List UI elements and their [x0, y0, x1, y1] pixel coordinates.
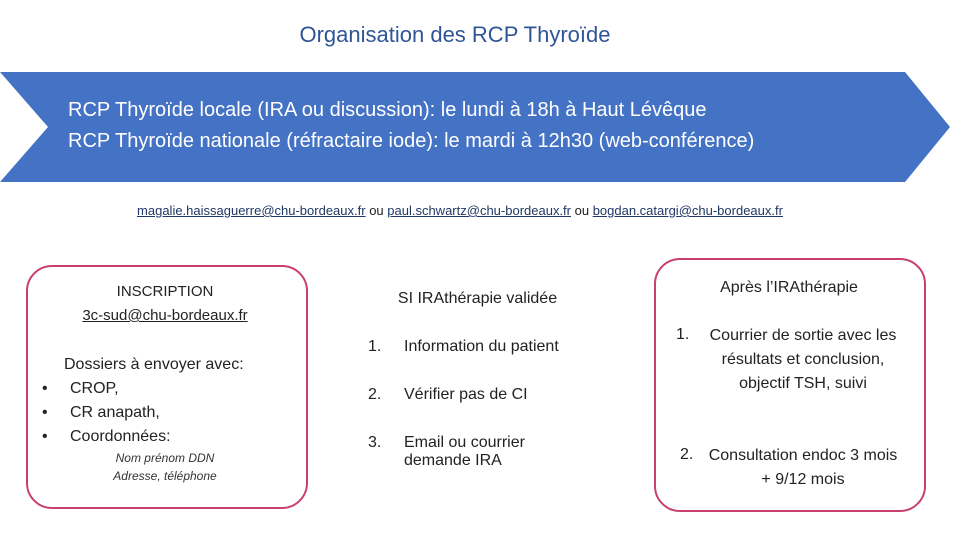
bullet: •	[42, 380, 48, 397]
banner-arrow-shape	[0, 72, 960, 182]
bullet: •	[42, 404, 48, 421]
apres-item-text: Courrier de sortie avec les résultats et conclusion, objectif TSH, suivi	[709, 327, 897, 392]
separator: ou	[571, 203, 593, 218]
item-number: 2.	[368, 386, 382, 403]
dossier-item-label: CROP,	[70, 380, 119, 397]
item-text: Email ou courrier demande IRA	[404, 434, 525, 469]
bullet: •	[42, 428, 48, 445]
item-number: 1.	[368, 338, 382, 355]
item-text: Information du patient	[404, 338, 559, 355]
item-number: 1.	[676, 326, 690, 343]
dossier-item	[42, 428, 171, 446]
item-text: Vérifier pas de CI	[404, 386, 528, 403]
email-link-schwartz[interactable]: paul.schwartz@chu-bordeaux.fr	[387, 203, 571, 218]
apres-title: Après l’IRAthérapie	[720, 279, 858, 296]
dossier-item-label: Coordonnées:	[70, 428, 171, 445]
dossiers-label: Dossiers à envoyer avec:	[64, 356, 244, 373]
inscription-title: INSCRIPTION	[116, 283, 214, 300]
item-number: 2.	[680, 446, 694, 463]
slide-title: Organisation des RCP Thyroïde	[299, 22, 611, 47]
email-link-haissaguerre[interactable]: magalie.haissaguerre@chu-bordeaux.fr	[137, 203, 366, 218]
apres-item-text: Consultation endoc 3 mois + 9/12 mois	[708, 447, 898, 488]
dossier-item	[42, 380, 119, 398]
email-link-catargi[interactable]: bogdan.catargi@chu-bordeaux.fr	[592, 203, 783, 218]
inscription-email-link[interactable]: 3c-sud@chu-bordeaux.fr	[82, 307, 248, 324]
rcp-banner	[0, 72, 960, 182]
validee-title: SI IRAthérapie validée	[397, 290, 558, 307]
dossier-item	[42, 404, 160, 422]
banner-line-nationale: RCP Thyroïde nationale (réfractaire iode): le mardi à 12h30 (web-conférence)	[68, 130, 755, 152]
coordonnees-note-line1: Nom prénom DDN	[115, 451, 215, 465]
dossier-item-label: CR anapath,	[70, 404, 160, 421]
contact-emails	[0, 203, 920, 218]
coordonnees-note-line2: Adresse, téléphone	[113, 469, 217, 483]
separator: ou	[365, 203, 388, 218]
banner-line-local: RCP Thyroïde locale (IRA ou discussion): le lundi à 18h à Haut Lévêque	[68, 99, 707, 121]
item-number: 3.	[368, 434, 382, 451]
